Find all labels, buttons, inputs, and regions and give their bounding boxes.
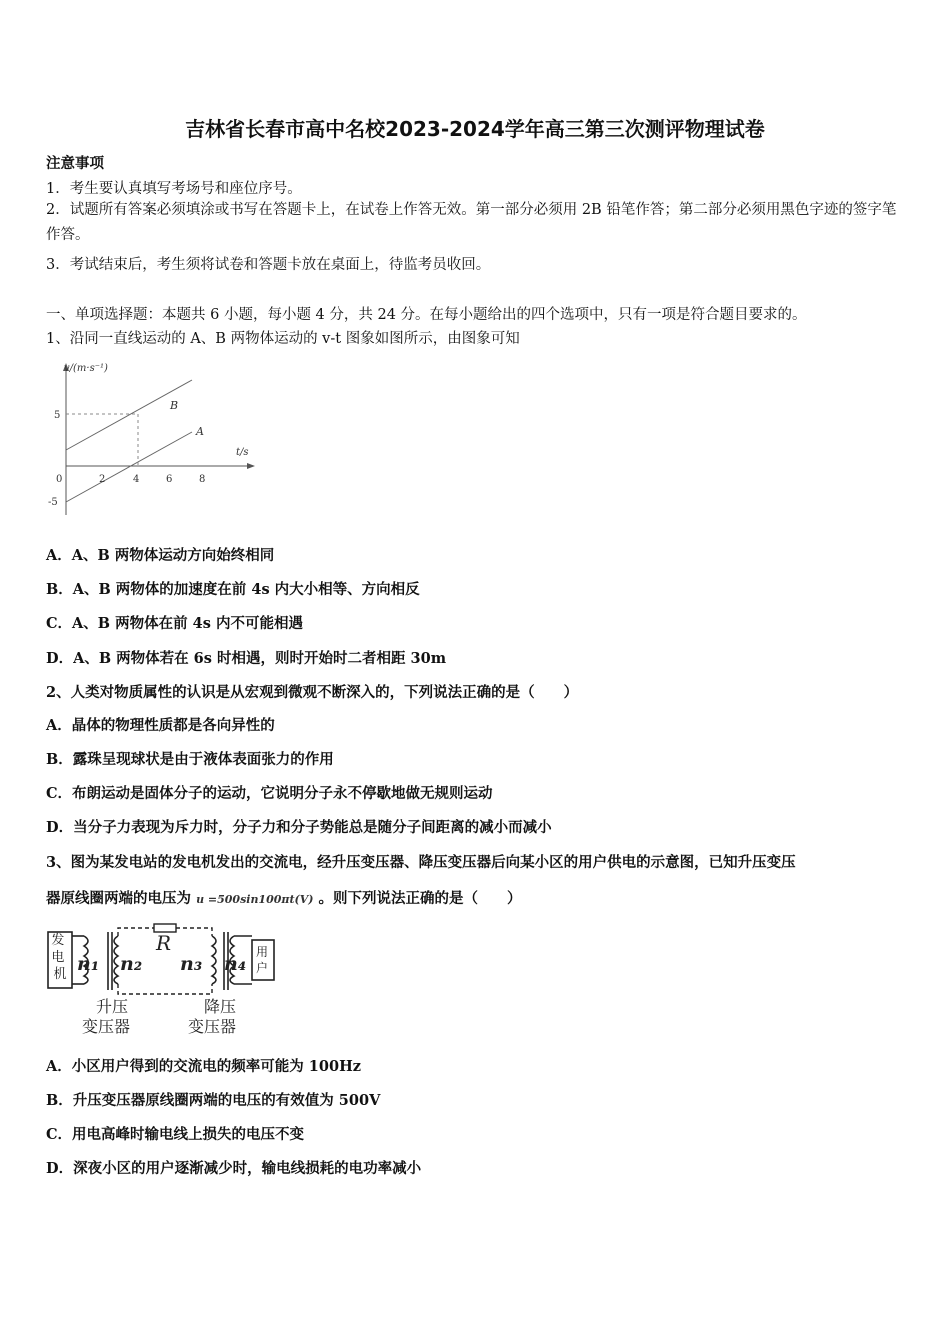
q2-option-a: A．晶体的物理性质都是各向异性的 bbox=[46, 717, 275, 734]
q3-stem-post: 。则下列说法正确的是（ ） bbox=[318, 890, 522, 907]
step-up-label-1: 升压 bbox=[96, 997, 129, 1016]
transmission-top bbox=[176, 928, 212, 936]
q3-option-c: C．用电高峰时输电线上损失的电压不变 bbox=[46, 1126, 305, 1143]
step-down-label-2: 变压器 bbox=[188, 1017, 237, 1036]
generator-char: 机 bbox=[53, 967, 67, 982]
notice-item-3: 3．考试结束后，考生须将试卷和答题卡放在桌面上，待监考员收回。 bbox=[46, 257, 491, 273]
notice-item-2: 2．试题所有答案必须填涂或书写在答题卡上，在试卷上作答无效。第一部分必须用 2B 铅笔作答；第二部分必须用黑色字迹的签字笔作答。 bbox=[46, 202, 897, 243]
q1-option-a: A．A、B 两物体运动方向始终相同 bbox=[46, 547, 275, 564]
line-a-label: A bbox=[196, 425, 204, 438]
generator-char: 发 bbox=[51, 933, 65, 948]
y-tick: 5 bbox=[54, 410, 61, 421]
n3-label: n₃ bbox=[180, 953, 203, 975]
x-tick: 6 bbox=[166, 474, 173, 485]
transmission-bottom bbox=[118, 984, 212, 994]
generator-label bbox=[51, 933, 68, 982]
resistor-label: R bbox=[156, 931, 172, 955]
transmission-top bbox=[118, 928, 154, 936]
question-2-stem: 2、人类对物质属性的认识是从宏观到微观不断深入的，下列说法正确的是（ ） bbox=[46, 684, 579, 701]
q3-option-d: D．深夜小区的用户逐渐减少时，输电线损耗的电功率减小 bbox=[46, 1160, 422, 1177]
voltage-formula: u =500sin100πt(V) bbox=[196, 893, 314, 906]
question-3-stem-line2 bbox=[46, 887, 522, 908]
x-axis-label: t/s bbox=[236, 447, 249, 458]
q3-option-a: A．小区用户得到的交流电的频率可能为 100Hz bbox=[46, 1058, 361, 1075]
n4-label: n₄ bbox=[224, 953, 247, 975]
y-axis-label: v/(m·s⁻¹) bbox=[64, 363, 108, 374]
x-tick: 8 bbox=[199, 474, 206, 485]
n1-label: n₁ bbox=[77, 953, 100, 975]
step-up-label-2: 变压器 bbox=[82, 1017, 131, 1036]
transformer-diagram bbox=[44, 918, 284, 1043]
q1-option-d: D．A、B 两物体若在 6s 时相遇，则时开始时二者相距 30m bbox=[46, 650, 447, 667]
section-heading: 一、单项选择题：本题共 6 小题，每小题 4 分，共 24 分。在每小题给出的四个选项中，只有一项是符合题目要求的。 bbox=[46, 307, 807, 323]
x-tick: 2 bbox=[99, 474, 106, 485]
q3-option-b: B．升压变压器原线圈两端的电压的有效值为 500V bbox=[46, 1092, 381, 1109]
q1-option-c: C．A、B 两物体在前 4s 内不可能相遇 bbox=[46, 615, 303, 632]
question-3-stem-line1: 3、图为某发电站的发电机发出的交流电，经升压变压器、降压变压器后向某小区的用户供电的示意图，已知升压变压 bbox=[46, 854, 796, 871]
q3-stem-pre: 器原线圈两端的电压为 bbox=[46, 890, 191, 907]
x-tick: 0 bbox=[56, 474, 63, 485]
page-title: 吉林省长春市高中名校2023-2024学年高三第三次测评物理试卷 bbox=[185, 117, 765, 141]
q2-option-d: D．当分子力表现为斥力时，分子力和分子势能总是随分子间距离的减小而减小 bbox=[46, 819, 552, 836]
x-tick: 4 bbox=[133, 474, 140, 485]
user-text: 用户 bbox=[255, 945, 268, 975]
n2-label: n₂ bbox=[120, 953, 143, 975]
notice-item-1: 1．考生要认真填写考场号和座位序号。 bbox=[46, 181, 302, 197]
q2-option-c: C．布朗运动是固体分子的运动，它说明分子永不停歇地做无规则运动 bbox=[46, 785, 493, 802]
generator-char: 电 bbox=[51, 950, 65, 965]
coil-n2 bbox=[114, 936, 118, 984]
line-a bbox=[66, 432, 192, 502]
y-tick: -5 bbox=[48, 497, 58, 508]
q2-option-b: B．露珠呈现球状是由于液体表面张力的作用 bbox=[46, 751, 334, 768]
vt-graph bbox=[44, 355, 264, 525]
notice-heading: 注意事项 bbox=[46, 155, 104, 172]
line-b-label: B bbox=[170, 399, 179, 412]
step-down-label-1: 降压 bbox=[204, 997, 237, 1016]
line-b bbox=[66, 380, 192, 450]
q1-option-b: B．A、B 两物体的加速度在前 4s 内大小相等、方向相反 bbox=[46, 581, 420, 598]
coil-n3 bbox=[212, 936, 216, 984]
question-1-stem: 1、沿同一直线运动的 A、B 两物体运动的 v-t 图象如图所示，由图象可知 bbox=[46, 331, 520, 347]
